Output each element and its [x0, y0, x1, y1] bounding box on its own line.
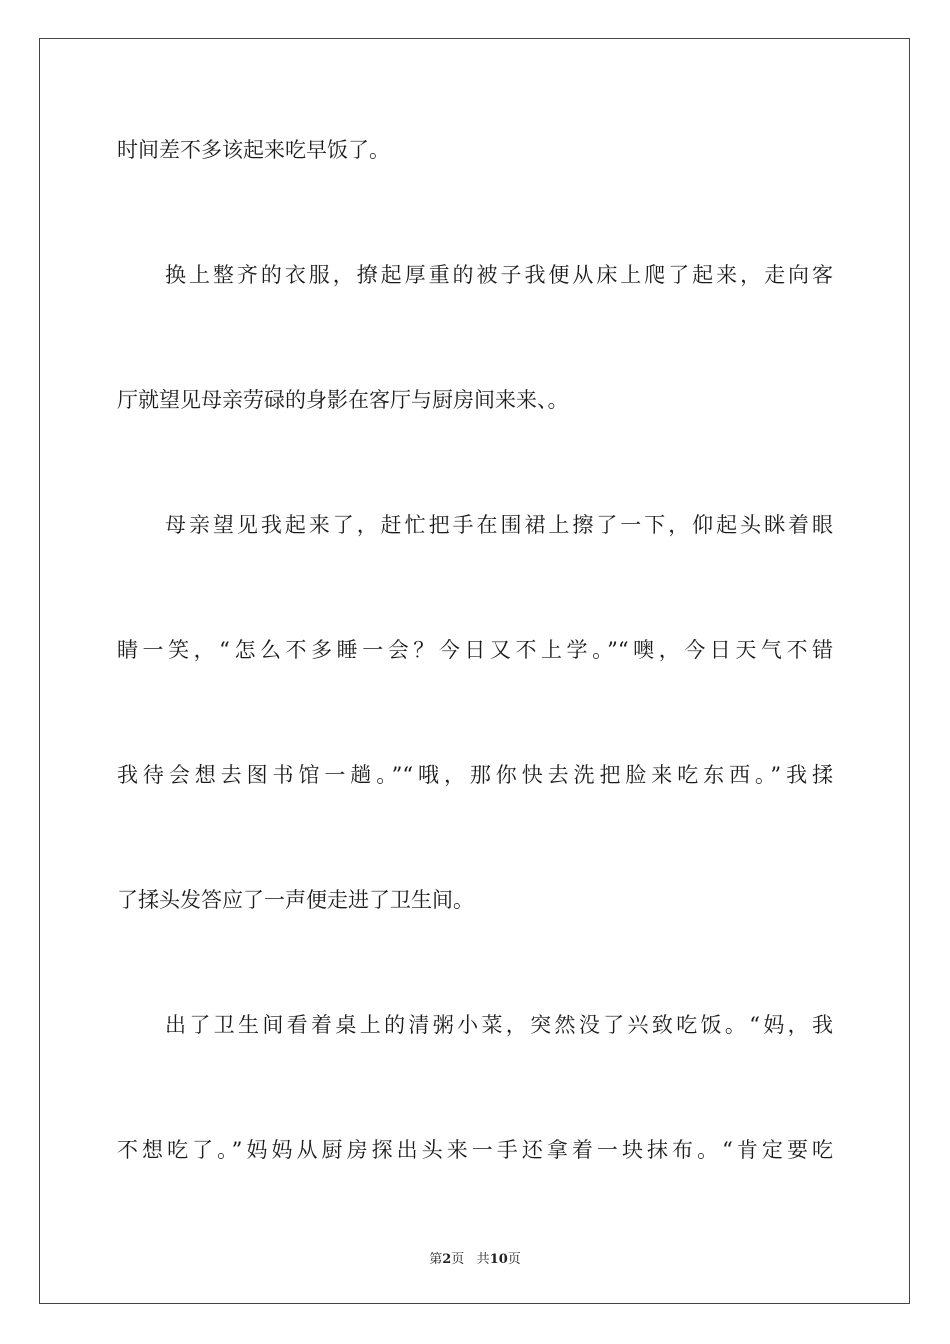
- paragraph-start-line: 母亲望见我起来了，赶忙把手在围裙上擦了一下，仰起头眯着眼: [165, 513, 833, 537]
- text-line: 我待会想去图书馆一趟。”“哦，那你快去洗把脸来吃东西。”我揉: [117, 763, 833, 787]
- page-footer: [0, 1248, 950, 1267]
- page-prefix: 第: [429, 1252, 443, 1267]
- text-line: 睛一笑，“怎么不多睡一会？今日又不上学。”“噢，今日天气不错: [117, 638, 833, 662]
- page-number: 2: [442, 1252, 452, 1267]
- paragraph-start-line: 出了卫生间看着桌上的清粥小菜，突然没了兴致吃饭。“妈，我: [165, 1013, 833, 1037]
- page-border: [39, 38, 910, 1304]
- total-pages: 10: [489, 1252, 508, 1267]
- text-line: 时间差不多该起来吃早饭了。: [117, 138, 390, 162]
- page-suffix: 页: [451, 1252, 465, 1267]
- text-line: 厅就望见母亲劳碌的身影在客厅与厨房间来来、。: [117, 388, 569, 412]
- paragraph-start-line: 换上整齐的衣服，撩起厚重的被子我便从床上爬了起来，走向客: [165, 263, 833, 287]
- text-line: 了揉头发答应了一声便走进了卫生间。: [117, 888, 474, 912]
- total-prefix: 共: [476, 1252, 490, 1267]
- total-suffix: 页: [507, 1252, 521, 1267]
- text-line: 不想吃了。”妈妈从厨房探出头来一手还拿着一块抹布。“肯定要吃: [117, 1138, 833, 1162]
